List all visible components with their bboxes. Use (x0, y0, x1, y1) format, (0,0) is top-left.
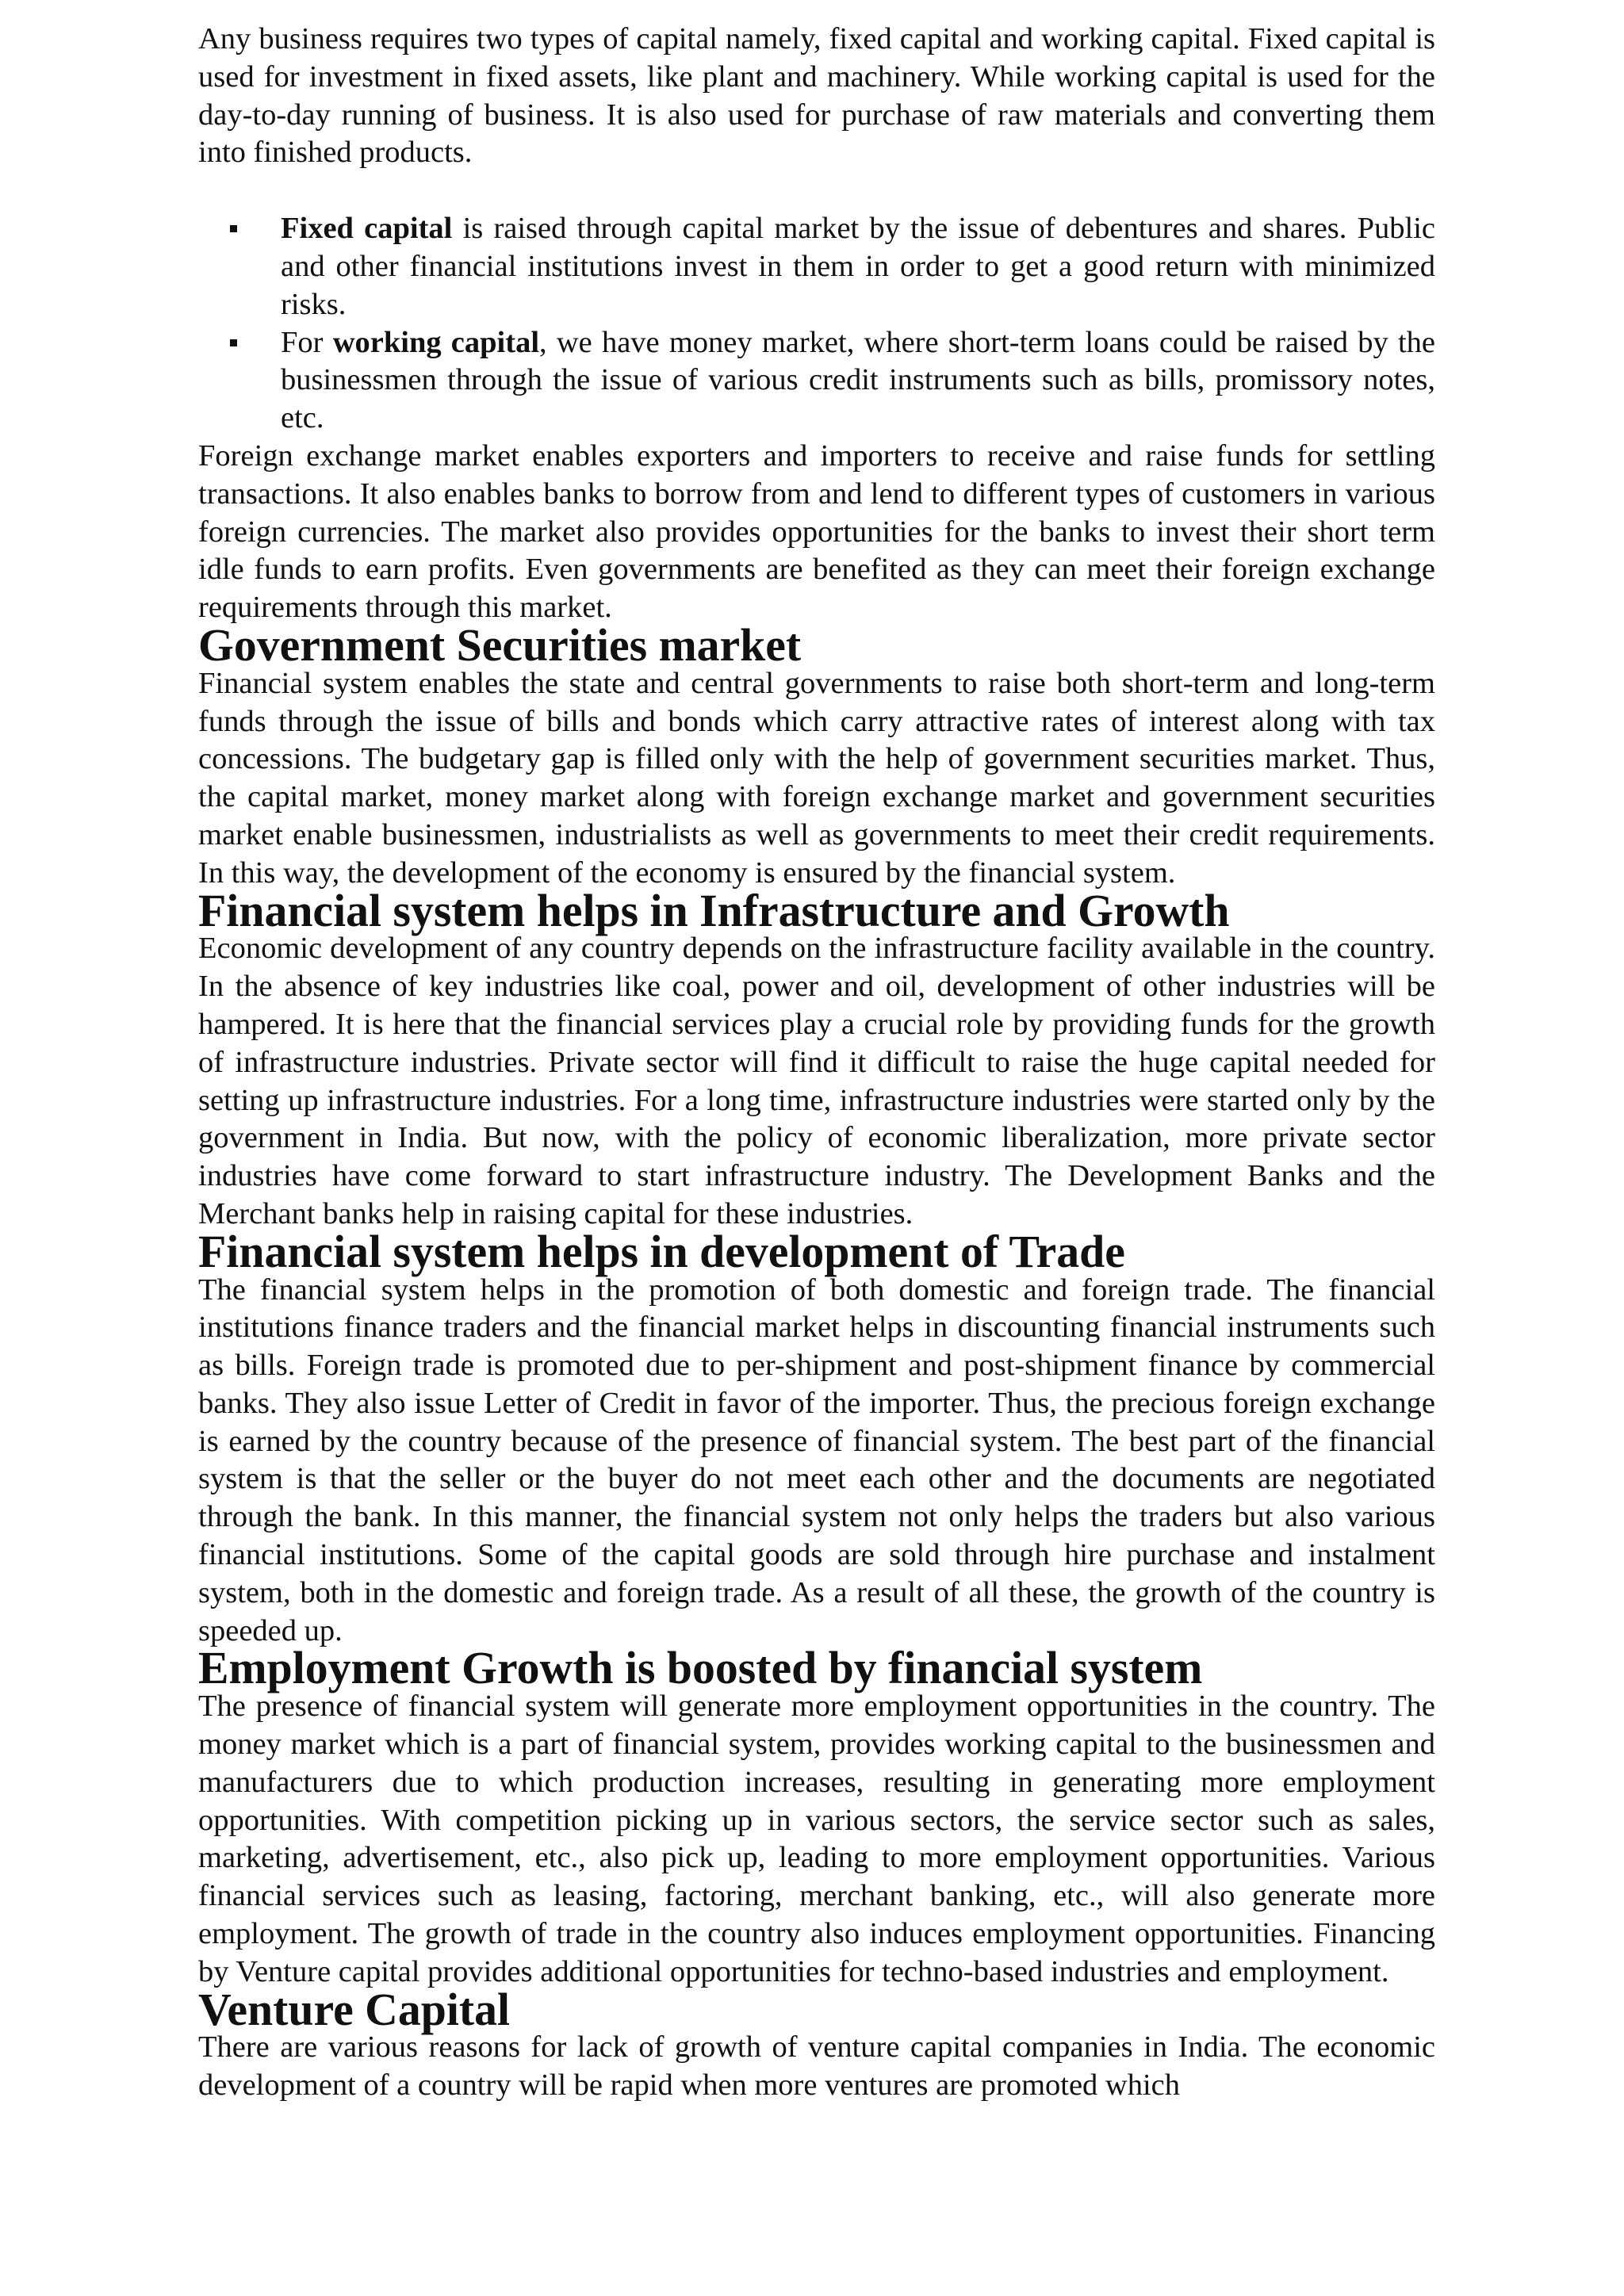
section-heading-infrastructure: Financial system helps in Infrastructure and Growth (198, 886, 1230, 936)
bullet-text: , we have money market, where short-term loans could be raised by the businessmen through the issue of various credit instruments such as bills, promissory notes, etc. (281, 325, 1435, 435)
bullet-text: is raised through capital market by the issue of debentures and shares. Public and other financial institutions invest in them in order to get a good return with minimized risks. (281, 212, 1435, 321)
section-body-venture-capital: There are various reasons for lack of growth of venture capital companies in India. The economic development of a country will be rapid when more ventures are promoted which (198, 2030, 1435, 2103)
section-heading-employment: Employment Growth is boosted by financial system (198, 1644, 1203, 1694)
foreign-exchange-paragraph: Foreign exchange market enables exporters and importers to receive and raise funds for settling transactions. It also enables banks to borrow from and lend to different types of customers in various foreign currencies. The market also provides opportunities for the banks to invest their short term idle funds to earn profits. Even governments are benefited as they can meet their foreign exchange requirements through this market. (198, 438, 1435, 625)
section-body-government-securities: Financial system enables the state and central governments to raise both short-term and long-term funds through the issue of bills and bonds which carry attractive rates of interest along with tax concessions. The budgetary gap is filled only with the help of government securities market. Thus, the capital market, money market along with foreign exchange market and government securities market enable businessmen, industrialists as well as governments to meet their credit requirements. In this way, the development of the economy is ensured by the financial system. (198, 666, 1435, 890)
document-page (198, 21, 1435, 2105)
section-heading-government-securities: Government Securities market (198, 620, 802, 671)
section-body-trade: The financial system helps in the promotion of both domestic and foreign trade. The financial institutions finance traders and the financial market helps in discounting financial instruments such as bills. Foreign trade is promoted due to per-shipment and post-shipment finance by commercial banks. They also issue Letter of Credit in favor of the importer. Thus, the precious foreign exchange is earned by the country because of the presence of financial system. The best part of the financial system is that the seller or the buyer do not meet each other and the documents are negotiated through the bank. In this manner, the financial system not only helps the traders but also various financial institutions. Some of the capital goods are sold through hire purchase and instalment system, both in the domestic and foreign trade. As a result of all these, the growth of the country is speeded up. (198, 1272, 1435, 1647)
section-body-employment: The presence of financial system will generate more employment opportunities in the country. The money market which is a part of financial system, provides working capital to the businessmen and manufacturers due to which production increases, resulting in generating more employment opportunities. With competition picking up in various sectors, the service sector such as sales, marketing, advertisement, etc., also pick up, leading to more employment opportunities. Various financial services such as leasing, factoring, merchant banking, etc., will also generate more employment. The growth of trade in the country also induces employment opportunities. Financing by Venture capital provides additional opportunities for techno-based industries and employment. (198, 1689, 1435, 1988)
bullet-bold-term: working capital (332, 325, 540, 359)
square-bullet-icon (230, 225, 237, 232)
bullet-working-capital (198, 324, 1435, 438)
capital-bullet-list (198, 210, 1435, 438)
bullet-lead-text: For (281, 325, 333, 359)
section-heading-venture-capital: Venture Capital (198, 1984, 511, 2035)
bullet-bold-term: Fixed capital (281, 212, 453, 246)
section-heading-trade: Financial system helps in development of Trade (198, 1226, 1125, 1277)
bullet-fixed-capital (198, 210, 1435, 323)
square-bullet-icon (230, 339, 237, 346)
section-body-infrastructure: Economic development of any country depends on the infrastructure facility available in the country. In the absence of key industries like coal, power and oil, development of other industries will be hampered. It is here that the financial services play a crucial role by providing funds for the growth of infrastructure industries. Private sector will find it difficult to raise the huge capital needed for setting up infrastructure industries. For a long time, infrastructure industries were started only by the government in India. But now, with the policy of economic liberalization, more private sector industries have come forward to start infrastructure industry. The Development Banks and the Merchant banks help in raising capital for these industries. (198, 932, 1435, 1230)
intro-paragraph: Any business requires two types of capital namely, fixed capital and working capital. Fixed capital is used for investment in fixed assets, like plant and machinery. While working capital is used for the day-to-day running of business. It is also used for purchase of raw materials and converting them into finished products. (198, 22, 1435, 170)
